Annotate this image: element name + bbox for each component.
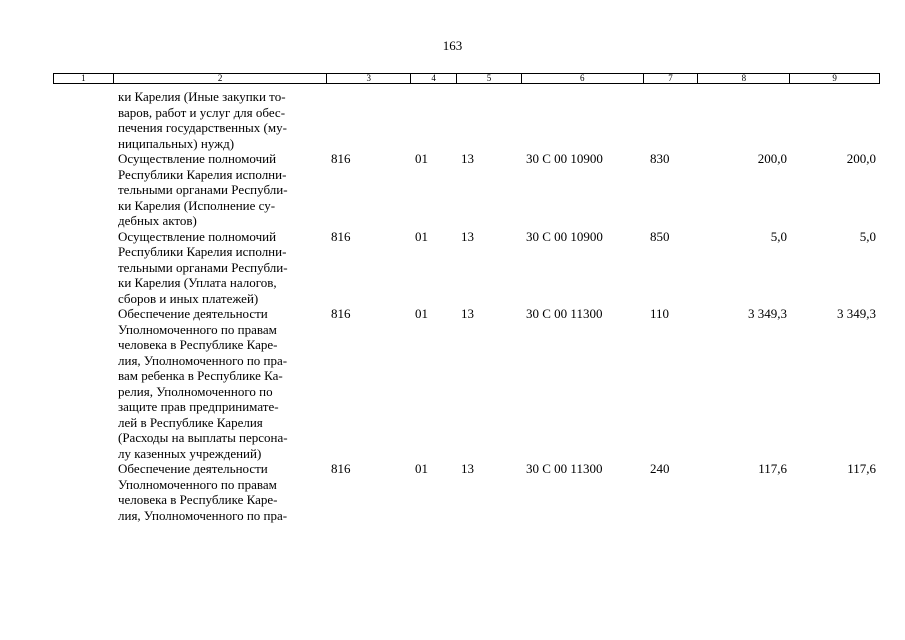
description-line: релия, Уполномоченного по [118, 383, 273, 399]
header-col-8: 8 [698, 74, 790, 83]
row-code-section: 01 [415, 306, 428, 321]
description-line: Осуществление полномочий [118, 228, 277, 244]
table-body [53, 89, 880, 523]
description-line: Республики Карелия исполни- [118, 166, 287, 182]
description-line: ки Карелия (Исполнение су- [118, 197, 276, 213]
row-code-expense-type [644, 89, 699, 151]
description-line: человека в Республике Каре- [118, 492, 278, 507]
description-line: ниципальных) нужд) [118, 135, 235, 151]
description-line: Обеспечение деятельности [118, 461, 268, 476]
description-line: Республики Карелия исполни- [118, 244, 287, 259]
header-col-6: 6 [522, 74, 644, 83]
description-line: вам ребенка в Республике Ка- [118, 368, 283, 383]
description-line: лия, Уполномоченного по пра- [118, 352, 288, 368]
description-line: сборов и иных платежей) [118, 290, 259, 306]
description-line: ки Карелия (Уплата налогов, [118, 275, 277, 290]
row-code-expense-type: 850 [650, 228, 670, 244]
row-code-ministry: 816 [331, 306, 351, 321]
row-code-section [411, 89, 457, 151]
row-code-target: 30 С 00 10900 [526, 151, 603, 166]
table-row [53, 229, 880, 307]
header-col-5: 5 [457, 74, 522, 83]
header-col-1: 1 [54, 74, 114, 83]
header-col-9: 9 [832, 73, 837, 83]
description-line: тельными органами Республи- [118, 259, 288, 275]
row-code-subsection: 13 [461, 228, 474, 244]
row-amount-1: 117,6 [758, 461, 787, 476]
row-amount-1: 3 349,3 [748, 306, 787, 321]
description-line: (Расходы на выплаты персона- [118, 430, 288, 445]
description-line: защите прав предпринимате- [118, 399, 279, 414]
row-code-expense-type: 110 [650, 306, 670, 321]
row-code-target [522, 89, 644, 151]
description-line: Осуществление полномочий [118, 151, 277, 166]
description-line: Уполномоченного по правам [118, 321, 277, 337]
header-col-3: 3 [327, 74, 411, 83]
row-code-expense-type: 830 [650, 151, 670, 166]
description-line: варов, работ и услуг для обес- [118, 104, 286, 120]
table-row [53, 151, 880, 229]
description-line: человека в Республике Каре- [118, 337, 278, 352]
description-line: тельными органами Республи- [118, 182, 288, 197]
header-col-7: 7 [644, 74, 699, 83]
description-line: Обеспечение деятельности [118, 306, 268, 321]
row-code-section: 01 [415, 228, 428, 244]
row-code-subsection [457, 89, 522, 151]
header-col-2: 2 [114, 74, 327, 83]
description-line: печения государственных (му- [118, 120, 287, 135]
table-row [53, 89, 880, 151]
row-code-subsection: 13 [461, 306, 474, 321]
row-amount-2: 3 349,3 [837, 306, 876, 321]
row-description [53, 306, 327, 461]
row-code-target: 30 С 00 11300 [526, 461, 603, 476]
row-code-target: 30 С 00 11300 [526, 306, 603, 321]
table-header-row [53, 73, 880, 84]
row-code-ministry: 816 [331, 228, 351, 244]
row-amount-2: 200,0 [846, 151, 876, 166]
row-code-expense-type: 240 [650, 461, 670, 476]
row-description [53, 151, 327, 229]
row-amount-2: 117,6 [847, 461, 876, 476]
description-line: дебных актов) [118, 213, 197, 228]
table-row [53, 461, 880, 523]
page-number: 163 [442, 38, 463, 53]
description-line: Уполномоченного по правам [118, 476, 277, 492]
row-amount-2: 5,0 [859, 228, 876, 244]
description-line: лия, Уполномоченного по пра- [118, 507, 288, 523]
row-amount-2 [791, 89, 880, 151]
header-col-4: 4 [411, 74, 457, 83]
table-row [53, 306, 880, 461]
row-code-subsection: 13 [461, 461, 474, 476]
description-line: лу казенных учреждений) [118, 445, 262, 461]
row-code-section: 01 [415, 151, 428, 166]
row-code-subsection: 13 [461, 151, 474, 166]
row-amount-1 [699, 89, 791, 151]
row-code-target: 30 С 00 10900 [526, 228, 603, 244]
row-amount-1: 200,0 [757, 151, 787, 166]
row-description [53, 89, 327, 151]
row-code-section: 01 [415, 461, 428, 476]
description-line: лей в Республике Карелия [118, 414, 263, 430]
row-description [53, 229, 327, 307]
row-code-ministry: 816 [331, 151, 351, 166]
row-description [53, 461, 327, 523]
row-amount-1: 5,0 [770, 228, 787, 244]
row-code-ministry: 816 [331, 461, 351, 476]
description-line: ки Карелия (Иные закупки то- [118, 89, 286, 104]
row-code-ministry [327, 89, 411, 151]
